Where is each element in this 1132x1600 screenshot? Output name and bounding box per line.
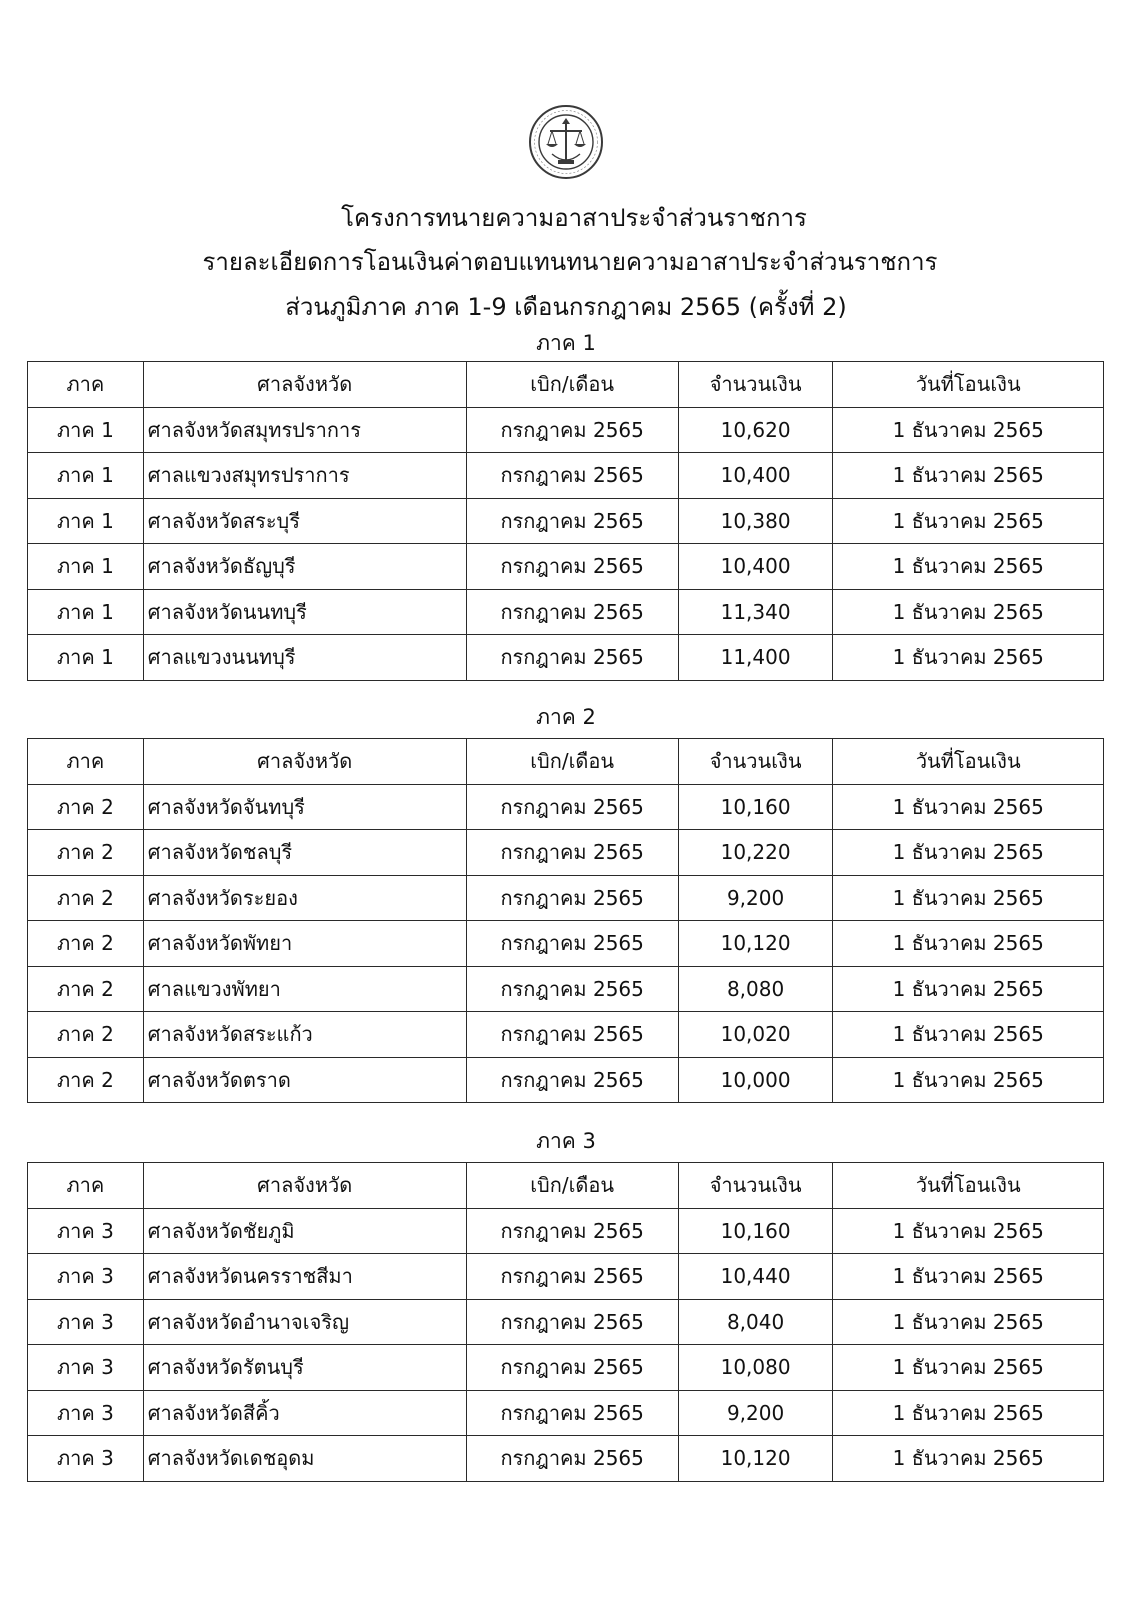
cell-month: กรกฎาคม 2565: [466, 784, 678, 830]
table-row: [28, 635, 1104, 681]
table-row: [28, 1057, 1104, 1103]
header-transfer-date: วันที่โอนเงิน: [833, 1163, 1104, 1209]
cell-region: ภาค 1: [28, 589, 144, 635]
table-row: [28, 1012, 1104, 1058]
table-row: [28, 1390, 1104, 1436]
header-region: ภาค: [28, 1163, 144, 1209]
table-row: [28, 1299, 1104, 1345]
cell-court: ศาลจังหวัดนนทบุรี: [143, 589, 466, 635]
cell-court: ศาลจังหวัดสระบุรี: [143, 498, 466, 544]
cell-court: ศาลแขวงนนทบุรี: [143, 635, 466, 681]
table-row: [28, 1345, 1104, 1391]
table-header-row: [28, 739, 1104, 785]
cell-court: ศาลจังหวัดนครราชสีมา: [143, 1254, 466, 1300]
cell-transfer-date: 1 ธันวาคม 2565: [833, 1254, 1104, 1300]
cell-transfer-date: 1 ธันวาคม 2565: [833, 635, 1104, 681]
cell-amount: 8,080: [678, 966, 833, 1012]
cell-region: ภาค 3: [28, 1390, 144, 1436]
cell-court: ศาลจังหวัดพัทยา: [143, 921, 466, 967]
cell-amount: 11,340: [678, 589, 833, 635]
cell-court: ศาลจังหวัดสระแก้ว: [143, 1012, 466, 1058]
cell-court: ศาลจังหวัดเดชอุดม: [143, 1436, 466, 1482]
cell-month: กรกฎาคม 2565: [466, 544, 678, 590]
cell-transfer-date: 1 ธันวาคม 2565: [833, 1012, 1104, 1058]
cell-amount: 10,160: [678, 784, 833, 830]
cell-amount: 10,220: [678, 830, 833, 876]
cell-transfer-date: 1 ธันวาคม 2565: [833, 830, 1104, 876]
cell-court: ศาลจังหวัดตราด: [143, 1057, 466, 1103]
header-court: ศาลจังหวัด: [143, 739, 466, 785]
cell-court: ศาลจังหวัดชลบุรี: [143, 830, 466, 876]
cell-transfer-date: 1 ธันวาคม 2565: [833, 407, 1104, 453]
cell-amount: 10,020: [678, 1012, 833, 1058]
document-title: โครงการทนายความอาสาประจำส่วนราชการ: [341, 204, 807, 232]
cell-region: ภาค 3: [28, 1345, 144, 1391]
cell-month: กรกฎาคม 2565: [466, 830, 678, 876]
cell-month: กรกฎาคม 2565: [466, 875, 678, 921]
cell-transfer-date: 1 ธันวาคม 2565: [833, 1345, 1104, 1391]
region-table-3: [27, 1162, 1104, 1482]
cell-transfer-date: 1 ธันวาคม 2565: [833, 589, 1104, 635]
cell-month: กรกฎาคม 2565: [466, 1299, 678, 1345]
cell-region: ภาค 2: [28, 1057, 144, 1103]
header-amount: จำนวนเงิน: [678, 362, 833, 408]
table-row: [28, 453, 1104, 499]
cell-month: กรกฎาคม 2565: [466, 966, 678, 1012]
region-table-2: [27, 738, 1104, 1103]
cell-region: ภาค 1: [28, 635, 144, 681]
cell-amount: 10,400: [678, 544, 833, 590]
table-row: [28, 1208, 1104, 1254]
cell-month: กรกฎาคม 2565: [466, 1057, 678, 1103]
table-row: [28, 544, 1104, 590]
table-header-row: [28, 1163, 1104, 1209]
cell-amount: 10,400: [678, 453, 833, 499]
cell-month: กรกฎาคม 2565: [466, 1254, 678, 1300]
header-month: เบิก/เดือน: [466, 1163, 678, 1209]
cell-amount: 8,040: [678, 1299, 833, 1345]
table-row: [28, 966, 1104, 1012]
cell-amount: 10,080: [678, 1345, 833, 1391]
cell-transfer-date: 1 ธันวาคม 2565: [833, 498, 1104, 544]
cell-region: ภาค 1: [28, 407, 144, 453]
cell-month: กรกฎาคม 2565: [466, 407, 678, 453]
cell-amount: 10,160: [678, 1208, 833, 1254]
cell-region: ภาค 2: [28, 921, 144, 967]
cell-month: กรกฎาคม 2565: [466, 1208, 678, 1254]
header-amount: จำนวนเงิน: [678, 1163, 833, 1209]
cell-month: กรกฎาคม 2565: [466, 589, 678, 635]
cell-month: กรกฎาคม 2565: [466, 1390, 678, 1436]
cell-amount: 10,380: [678, 498, 833, 544]
cell-court: ศาลจังหวัดจันทบุรี: [143, 784, 466, 830]
cell-court: ศาลจังหวัดรัตนบุรี: [143, 1345, 466, 1391]
cell-court: ศาลจังหวัดสมุทรปราการ: [143, 407, 466, 453]
cell-court: ศาลจังหวัดสีคิ้ว: [143, 1390, 466, 1436]
cell-transfer-date: 1 ธันวาคม 2565: [833, 453, 1104, 499]
cell-region: ภาค 1: [28, 498, 144, 544]
cell-amount: 9,200: [678, 1390, 833, 1436]
cell-region: ภาค 1: [28, 544, 144, 590]
cell-transfer-date: 1 ธันวาคม 2565: [833, 1208, 1104, 1254]
header-transfer-date: วันที่โอนเงิน: [833, 739, 1104, 785]
cell-month: กรกฎาคม 2565: [466, 1345, 678, 1391]
cell-transfer-date: 1 ธันวาคม 2565: [833, 921, 1104, 967]
header-transfer-date: วันที่โอนเงิน: [833, 362, 1104, 408]
table-row: [28, 1436, 1104, 1482]
document-period: ส่วนภูมิภาค ภาค 1-9 เดือนกรกฎาคม 2565 (ครั้งที่ 2): [285, 293, 847, 321]
cell-region: ภาค 2: [28, 966, 144, 1012]
cell-court: ศาลแขวงสมุทรปราการ: [143, 453, 466, 499]
region-heading: ภาค 1: [536, 331, 596, 355]
table-row: [28, 407, 1104, 453]
header-month: เบิก/เดือน: [466, 739, 678, 785]
cell-amount: 10,120: [678, 921, 833, 967]
cell-amount: 10,000: [678, 1057, 833, 1103]
cell-amount: 10,440: [678, 1254, 833, 1300]
header-court: ศาลจังหวัด: [143, 362, 466, 408]
cell-transfer-date: 1 ธันวาคม 2565: [833, 544, 1104, 590]
cell-month: กรกฎาคม 2565: [466, 498, 678, 544]
cell-court: ศาลจังหวัดชัยภูมิ: [143, 1208, 466, 1254]
cell-amount: 10,620: [678, 407, 833, 453]
region-heading: ภาค 3: [536, 1129, 596, 1153]
table-header-row: [28, 362, 1104, 408]
cell-amount: 10,120: [678, 1436, 833, 1482]
cell-region: ภาค 2: [28, 1012, 144, 1058]
cell-transfer-date: 1 ธันวาคม 2565: [833, 1390, 1104, 1436]
header-month: เบิก/เดือน: [466, 362, 678, 408]
header-amount: จำนวนเงิน: [678, 739, 833, 785]
region-table-1: [27, 361, 1104, 681]
header-region: ภาค: [28, 739, 144, 785]
cell-region: ภาค 3: [28, 1436, 144, 1482]
cell-transfer-date: 1 ธันวาคม 2565: [833, 1299, 1104, 1345]
table-row: [28, 875, 1104, 921]
cell-court: ศาลจังหวัดอำนาจเจริญ: [143, 1299, 466, 1345]
table-row: [28, 784, 1104, 830]
table-row: [28, 830, 1104, 876]
cell-month: กรกฎาคม 2565: [466, 1436, 678, 1482]
document-subtitle: รายละเอียดการโอนเงินค่าตอบแทนทนายความอาสาประจำส่วนราชการ: [202, 248, 938, 276]
council-seal-icon: [528, 104, 604, 180]
cell-month: กรกฎาคม 2565: [466, 635, 678, 681]
cell-month: กรกฎาคม 2565: [466, 453, 678, 499]
cell-region: ภาค 2: [28, 784, 144, 830]
cell-transfer-date: 1 ธันวาคม 2565: [833, 875, 1104, 921]
cell-region: ภาค 3: [28, 1208, 144, 1254]
cell-amount: 11,400: [678, 635, 833, 681]
cell-region: ภาค 3: [28, 1254, 144, 1300]
cell-month: กรกฎาคม 2565: [466, 921, 678, 967]
header-region: ภาค: [28, 362, 144, 408]
table-row: [28, 589, 1104, 635]
cell-region: ภาค 3: [28, 1299, 144, 1345]
cell-transfer-date: 1 ธันวาคม 2565: [833, 1436, 1104, 1482]
cell-region: ภาค 1: [28, 453, 144, 499]
cell-region: ภาค 2: [28, 830, 144, 876]
table-row: [28, 921, 1104, 967]
cell-court: ศาลแขวงพัทยา: [143, 966, 466, 1012]
table-row: [28, 1254, 1104, 1300]
header-court: ศาลจังหวัด: [143, 1163, 466, 1209]
cell-transfer-date: 1 ธันวาคม 2565: [833, 1057, 1104, 1103]
cell-month: กรกฎาคม 2565: [466, 1012, 678, 1058]
table-row: [28, 498, 1104, 544]
cell-region: ภาค 2: [28, 875, 144, 921]
region-heading: ภาค 2: [536, 705, 596, 729]
cell-court: ศาลจังหวัดระยอง: [143, 875, 466, 921]
cell-amount: 9,200: [678, 875, 833, 921]
cell-transfer-date: 1 ธันวาคม 2565: [833, 966, 1104, 1012]
cell-court: ศาลจังหวัดธัญบุรี: [143, 544, 466, 590]
cell-transfer-date: 1 ธันวาคม 2565: [833, 784, 1104, 830]
